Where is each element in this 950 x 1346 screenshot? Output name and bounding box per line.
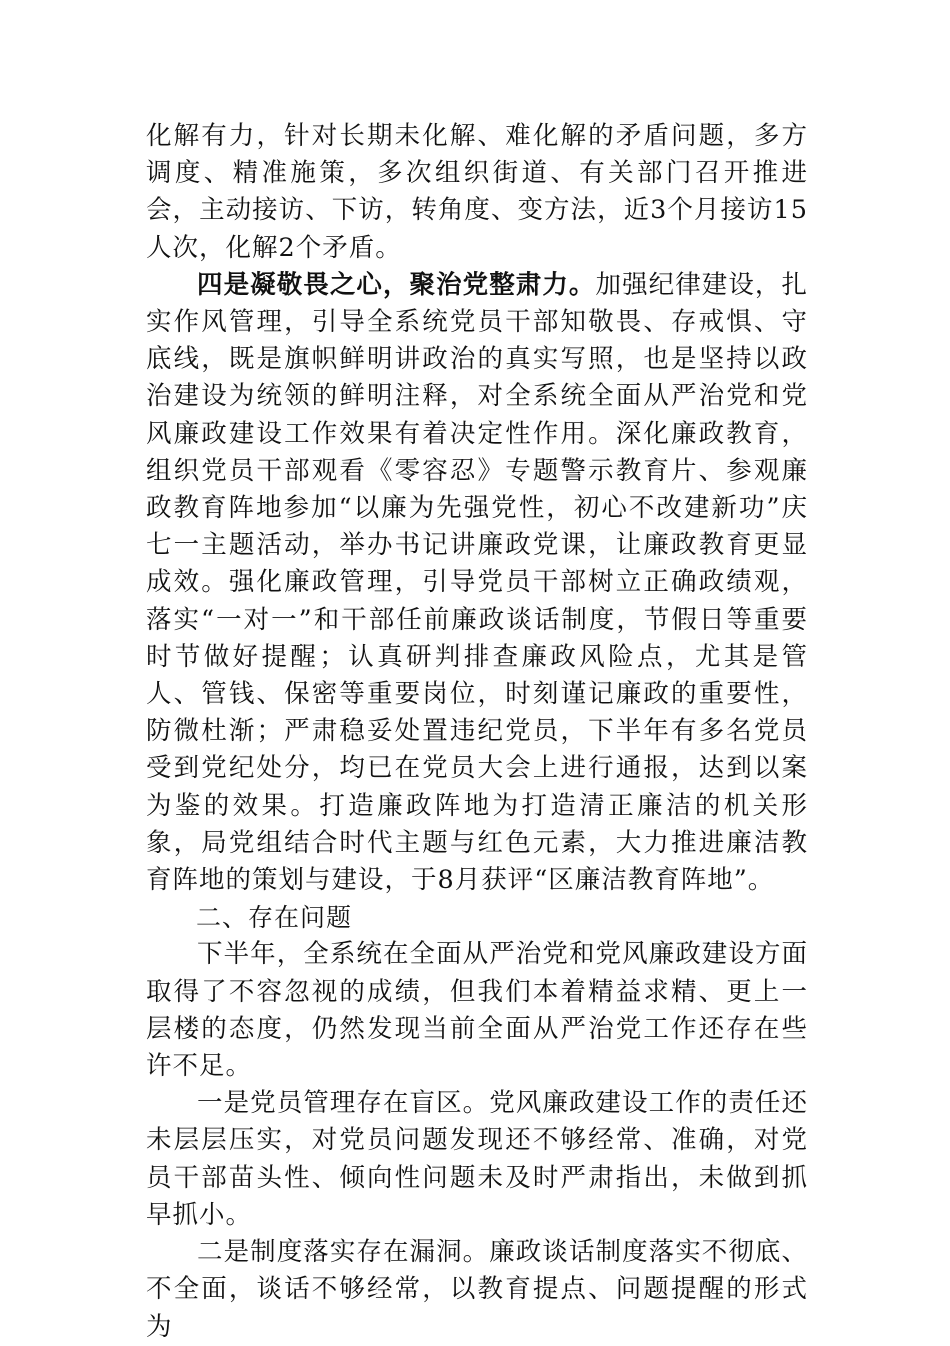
paragraph-problems-intro: 下半年，全系统在全面从严治党和党风廉政建设方面取得了不容忽视的成绩，但我们本着精益求精、更上一层楼的态度，仍然发现当前全面从严治党工作还存在些许不足。 bbox=[146, 939, 808, 1082]
paragraph-problem-one: 一是党员管理存在盲区。党风廉政建设工作的责任还未层层压实，对党员问题发现还不够经常、准确，对党员干部苗头性、倾向性问题未及时严肃指出，未做到抓早抓小。 bbox=[146, 1088, 808, 1230]
document-page bbox=[146, 118, 808, 1346]
paragraph-problem-two: 二是制度落实存在漏洞。廉政谈话制度落实不彻底、不全面，谈话不够经常，以教育提点、问题提醒的形式为 bbox=[146, 1237, 808, 1342]
paragraph-discipline bbox=[146, 267, 808, 899]
paragraph-lead-text: 四是凝敬畏之心，聚治党整肃力。 bbox=[197, 269, 596, 300]
paragraph-conflict-resolution: 化解有力，针对长期未化解、难化解的矛盾问题，多方调度、精准施策，多次组织街道、有关部门召开推进会，主动接访、下访，转角度、变方法，近3个月接访15人次，化解2个矛盾。 bbox=[146, 121, 808, 263]
section-heading-problems: 二、存在问题 bbox=[196, 903, 353, 933]
paragraph-body-text: 加强纪律建设，扎实作风管理，引导全系统党员干部知敬畏、存戒惧、守底线，既是旗帜鲜明讲政治的真实写照，也是坚持以政治建设为统领的鲜明注释，对全系统全面从严治党和党风廉政建设工作效果有着决定性作用。深化廉政教育，组织党员干部观看《零容忍》专题警示教育片、参观廉政教育阵地参加“以廉为先强党性，初心不改建新功”庆七一主题活动，举办书记讲廉政党课，让廉政教育更显成效。强化廉政管理，引导党员干部树立正确政绩观，落实“一对一”和干部任前廉政谈话制度，节假日等重要时节做好提醒；认真研判排查廉政风险点，尤其是管人、管钱、保密等重要岗位，时刻谨记廉政的重要性，防微杜渐；严肃稳妥处置违纪党员，下半年有多名党员受到党纪处分，均已在党员大会上进行通报，达到以案为鉴的效果。打造廉政阵地为打造清正廉洁的机关形象，局党组结合时代主题与红色元素，大力推进廉洁教育阵地的策划与建设，于8月获评“区廉洁教育阵地”。 bbox=[146, 269, 808, 896]
